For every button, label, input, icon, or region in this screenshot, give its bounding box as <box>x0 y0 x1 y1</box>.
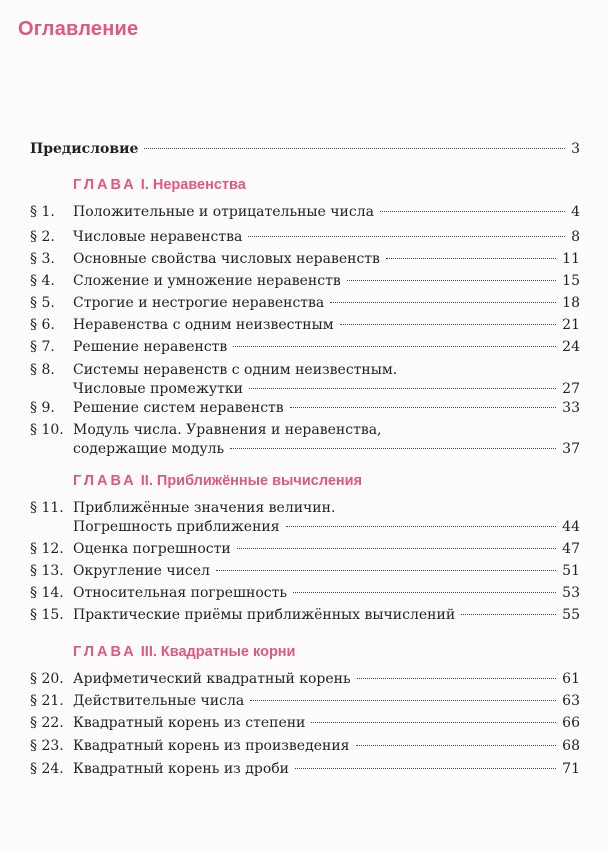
dot-leader <box>461 614 556 615</box>
toc-entry-body <box>30 140 580 159</box>
toc-entry-title: Предисловие <box>30 141 139 157</box>
dot-leader <box>356 745 557 746</box>
toc-entry[interactable] <box>30 338 580 357</box>
dot-leader <box>230 448 556 449</box>
toc-entry-title: Оценка погрешности <box>73 541 231 557</box>
toc-entry-line <box>73 380 580 399</box>
toc-entry-title: Практические приёмы приближённых вычислений <box>73 607 456 623</box>
toc-entry[interactable] <box>30 399 580 418</box>
chapter-heading[interactable] <box>73 644 295 660</box>
section-number: § 4. <box>30 273 55 289</box>
toc-entry[interactable] <box>30 250 580 269</box>
toc-entry[interactable] <box>30 361 580 399</box>
toc-entry-line <box>73 272 580 291</box>
toc-entry-title: Округление чисел <box>73 563 210 579</box>
section-number: § 7. <box>30 339 55 355</box>
section-number: § 21. <box>30 693 64 709</box>
toc-page-number: 55 <box>562 607 580 623</box>
toc-entry-line <box>73 670 580 689</box>
toc-entry[interactable] <box>30 294 580 313</box>
toc-page-number: 66 <box>562 715 580 731</box>
chapter-heading[interactable] <box>73 473 362 489</box>
toc-entry[interactable] <box>30 540 580 559</box>
toc-page-number: 15 <box>562 273 580 289</box>
chapter-heading[interactable] <box>73 177 246 193</box>
dot-leader <box>311 722 556 723</box>
toc-entry[interactable] <box>30 316 580 335</box>
toc-entry-title: Квадратный корень из степени <box>73 715 306 731</box>
section-number: § 5. <box>30 295 55 311</box>
toc-entry-title: Положительные и отрицательные числа <box>73 204 374 220</box>
toc-entry-line <box>73 540 580 559</box>
chapter-prefix: ГЛАВА <box>73 177 137 193</box>
section-number: § 2. <box>30 229 55 245</box>
dot-leader <box>330 302 556 303</box>
toc-page-number: 51 <box>562 563 580 579</box>
toc-entry-title: Числовые неравенства <box>73 229 243 245</box>
toc-entry-line <box>73 518 580 537</box>
toc-entry[interactable] <box>30 421 580 459</box>
toc-entry-body <box>73 421 580 459</box>
section-number: § 11. <box>30 500 64 516</box>
section-number: § 24. <box>30 761 64 777</box>
chapter-numeral: II. <box>140 473 153 489</box>
toc-entry[interactable] <box>30 760 580 779</box>
toc-entry-body <box>73 714 580 733</box>
chapter-title: Приближённые вычисления <box>156 473 363 489</box>
toc-entry-line <box>73 203 580 222</box>
toc-entry-title: Решение неравенств <box>73 339 228 355</box>
toc-page-number: 71 <box>562 761 580 777</box>
toc-entry-body <box>73 338 580 357</box>
toc-entry-body <box>73 737 580 756</box>
toc-entry-line <box>73 606 580 625</box>
toc-entry-line <box>73 584 580 603</box>
toc-entry-preface[interactable] <box>30 140 580 159</box>
toc-entry[interactable] <box>30 692 580 711</box>
dot-leader <box>286 526 557 527</box>
toc-entry-title: Действительные числа <box>73 693 245 709</box>
toc-entry-line <box>73 737 580 756</box>
toc-entry-title: Квадратный корень из дроби <box>73 761 290 777</box>
dot-leader <box>237 548 556 549</box>
toc-entry-body <box>73 584 580 603</box>
toc-page-number: 3 <box>571 141 580 157</box>
chapter-title: Неравенства <box>152 177 246 193</box>
section-number: § 15. <box>30 607 64 623</box>
chapter-prefix: ГЛАВА <box>73 644 137 660</box>
toc-entry-body <box>73 692 580 711</box>
section-number: § 6. <box>30 317 55 333</box>
toc-page-number: 24 <box>562 339 580 355</box>
toc-entry-line <box>73 440 580 459</box>
section-number: § 9. <box>30 400 55 416</box>
toc-entry[interactable] <box>30 272 580 291</box>
toc-page-number: 44 <box>562 519 580 535</box>
toc-entry-line <box>73 399 580 418</box>
dot-leader <box>347 280 556 281</box>
section-number: § 1. <box>30 204 55 220</box>
toc-entry[interactable] <box>30 714 580 733</box>
toc-entry[interactable] <box>30 228 580 247</box>
toc-page-number: 18 <box>562 295 580 311</box>
toc-page-number: 4 <box>571 204 580 220</box>
chapter-numeral: III. <box>140 644 157 660</box>
section-number: § 3. <box>30 251 55 267</box>
toc-page-number: 27 <box>562 381 580 397</box>
toc-entry[interactable] <box>30 499 580 537</box>
dot-leader <box>233 346 556 347</box>
dot-leader <box>293 592 556 593</box>
toc-entry-title: Неравенства с одним неизвестным <box>73 317 334 333</box>
toc-entry-body <box>73 250 580 269</box>
toc-entry-line <box>30 140 580 159</box>
toc-page-number: 63 <box>562 693 580 709</box>
toc-entry-title: Квадратный корень из произведения <box>73 738 350 754</box>
dot-leader <box>216 570 556 571</box>
toc-entry-body <box>73 361 580 399</box>
dot-leader <box>340 324 557 325</box>
toc-entry[interactable] <box>30 584 580 603</box>
toc-entry[interactable] <box>30 562 580 581</box>
toc-entry-line <box>73 316 580 335</box>
section-number: § 8. <box>30 362 55 378</box>
toc-entry-title: Относительная погрешность <box>73 585 287 601</box>
dot-leader <box>290 407 556 408</box>
toc-page-number: 37 <box>562 441 580 457</box>
toc-entry-title: Сложение и умножение неравенств <box>73 273 341 289</box>
dot-leader <box>357 678 557 679</box>
section-number: § 14. <box>30 585 64 601</box>
chapter-numeral: I. <box>140 177 149 193</box>
toc-page-number: 11 <box>562 251 580 267</box>
dot-leader <box>250 700 556 701</box>
toc-entry-line <box>73 228 580 247</box>
toc-entry-line <box>73 562 580 581</box>
toc-entry-body <box>73 316 580 335</box>
toc-page-number: 21 <box>562 317 580 333</box>
toc-entry-line <box>73 338 580 357</box>
toc-page-number: 68 <box>562 738 580 754</box>
toc-entry-body <box>73 228 580 247</box>
chapter-title: Квадратные корни <box>160 644 296 660</box>
dot-leader <box>248 236 565 237</box>
toc-entry-title-line: Системы неравенств с одним неизвестным. <box>73 362 398 378</box>
toc-entry-body <box>73 760 580 779</box>
toc-entry-body <box>73 203 580 222</box>
section-number: § 10. <box>30 422 64 438</box>
toc-entry-title: содержащие модуль <box>73 441 225 457</box>
dot-leader <box>380 211 565 212</box>
toc-entry-title: Основные свойства числовых неравенств <box>73 251 380 267</box>
section-number: § 13. <box>30 563 64 579</box>
toc-entry-body <box>73 499 580 537</box>
toc-entry-line <box>73 250 580 269</box>
toc-entry-body <box>73 670 580 689</box>
toc-entry-title: Арифметический квадратный корень <box>73 671 351 687</box>
toc-page-number: 8 <box>571 229 580 245</box>
toc-page-number: 53 <box>562 585 580 601</box>
toc-entry-title-line: Модуль числа. Уравнения и неравенства, <box>73 422 382 438</box>
toc-entry-line <box>73 714 580 733</box>
dot-leader <box>386 258 556 259</box>
toc-entry-body <box>73 606 580 625</box>
toc-entry[interactable] <box>30 203 580 222</box>
section-number: § 22. <box>30 715 64 731</box>
dot-leader <box>144 148 565 149</box>
toc-entry[interactable] <box>30 670 580 689</box>
dot-leader <box>295 768 556 769</box>
toc-entry-line <box>73 692 580 711</box>
toc-page-number: 47 <box>562 541 580 557</box>
dot-leader <box>249 388 556 389</box>
toc-entry-title-line: Приближённые значения величин. <box>73 500 336 516</box>
section-number: § 12. <box>30 541 64 557</box>
chapter-prefix: ГЛАВА <box>73 473 137 489</box>
toc-entry-line <box>73 760 580 779</box>
toc-entry-body <box>73 272 580 291</box>
toc-entry-body <box>73 540 580 559</box>
page-title: Оглавление <box>18 18 139 40</box>
toc-entry[interactable] <box>30 606 580 625</box>
toc-entry-line <box>73 294 580 313</box>
toc-entry-title: Числовые промежутки <box>73 381 243 397</box>
toc-entry-body <box>73 294 580 313</box>
toc-page-number: 61 <box>562 671 580 687</box>
toc-page-number: 33 <box>562 400 580 416</box>
section-number: § 20. <box>30 671 64 687</box>
section-number: § 23. <box>30 738 64 754</box>
toc-entry-body <box>73 562 580 581</box>
toc-entry-title: Погрешность приближения <box>73 519 280 535</box>
toc-entry-body <box>73 399 580 418</box>
toc-entry[interactable] <box>30 737 580 756</box>
toc-entry-title: Строгие и нестрогие неравенства <box>73 295 325 311</box>
toc-entry-title: Решение систем неравенств <box>73 400 284 416</box>
